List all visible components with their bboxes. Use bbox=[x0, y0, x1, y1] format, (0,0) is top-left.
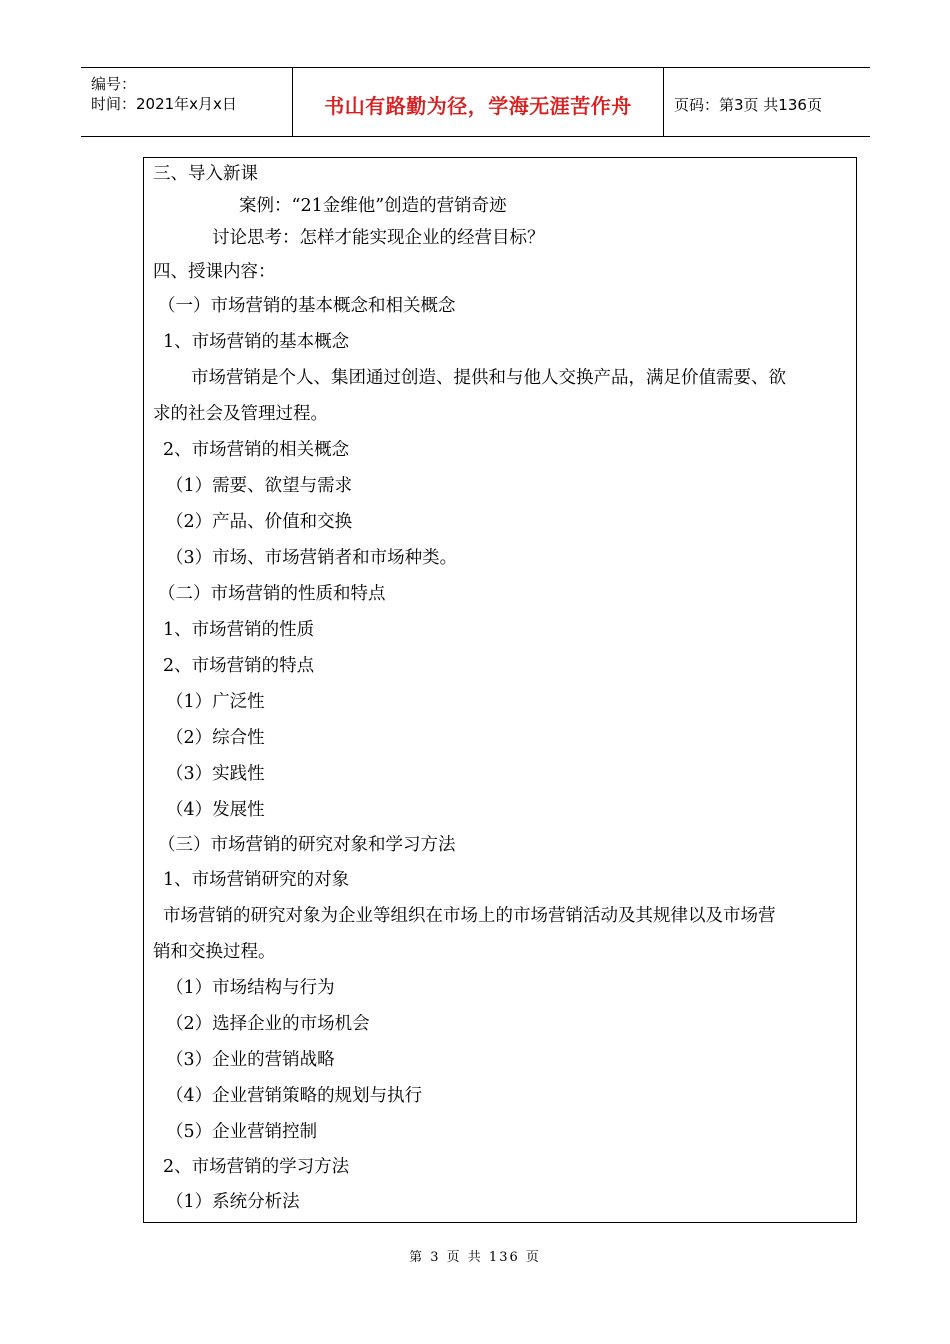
text-line: （4）企业营销策略的规划与执行 bbox=[166, 1086, 423, 1106]
number-label: 编号： bbox=[91, 75, 137, 93]
text-line: 案例：“21金维他”创造的营销奇迹 bbox=[239, 196, 507, 216]
text-line: 求的社会及管理过程。 bbox=[153, 404, 328, 424]
text-line: （三）市场营销的研究对象和学习方法 bbox=[158, 835, 456, 855]
text-line: 2、市场营销的特点 bbox=[163, 656, 315, 676]
text-line: （1）市场结构与行为 bbox=[166, 978, 335, 998]
text-line: 三、导入新课 bbox=[153, 164, 258, 184]
text-line: （2）选择企业的市场机会 bbox=[166, 1014, 370, 1034]
text-line: 市场营销的研究对象为企业等组织在市场上的市场营销活动及其规律以及市场营 bbox=[163, 906, 776, 926]
text-line: （2）综合性 bbox=[166, 728, 265, 748]
text-line: 1、市场营销的性质 bbox=[163, 620, 315, 640]
page-footer: 第 3 页 共 136 页 bbox=[409, 1250, 541, 1265]
text-line: （4）发展性 bbox=[166, 800, 265, 820]
text-line: （1）需要、欲望与需求 bbox=[166, 476, 353, 496]
text-line: 2、市场营销的相关概念 bbox=[163, 440, 350, 460]
text-line: （5）企业营销控制 bbox=[166, 1122, 318, 1142]
text-line: （2）产品、价值和交换 bbox=[166, 512, 353, 532]
text-line: 2、市场营销的学习方法 bbox=[163, 1157, 350, 1177]
text-line: 1、市场营销研究的对象 bbox=[163, 870, 350, 890]
header-meta bbox=[81, 68, 293, 136]
text-line: （3）实践性 bbox=[166, 764, 265, 784]
page-info: 页码：第3页 共136页 bbox=[674, 95, 822, 114]
text-line: （1）广泛性 bbox=[166, 692, 265, 712]
lesson-content bbox=[143, 157, 857, 1223]
text-line: 市场营销是个人、集团通过创造、提供和与他人交换产品，满足价值需要、欲 bbox=[191, 368, 786, 388]
text-line: （一）市场营销的基本概念和相关概念 bbox=[158, 296, 456, 316]
time-label: 时间：2021年x月x日 bbox=[91, 95, 237, 113]
text-line: 1、市场营销的基本概念 bbox=[163, 332, 350, 352]
document-header bbox=[81, 67, 870, 137]
text-line: 讨论思考：怎样才能实现企业的经营目标？ bbox=[212, 228, 545, 248]
text-line: （3）企业的营销战略 bbox=[166, 1050, 335, 1070]
text-line: （1）系统分析法 bbox=[166, 1192, 300, 1212]
text-line: （二）市场营销的性质和特点 bbox=[158, 584, 386, 604]
text-line: （3）市场、市场营销者和市场种类。 bbox=[166, 548, 458, 568]
motto: 书山有路勤为径，学海无涯苦作舟 bbox=[293, 68, 664, 136]
text-line: 销和交换过程。 bbox=[153, 942, 276, 962]
text-line: 四、授课内容： bbox=[153, 262, 276, 282]
